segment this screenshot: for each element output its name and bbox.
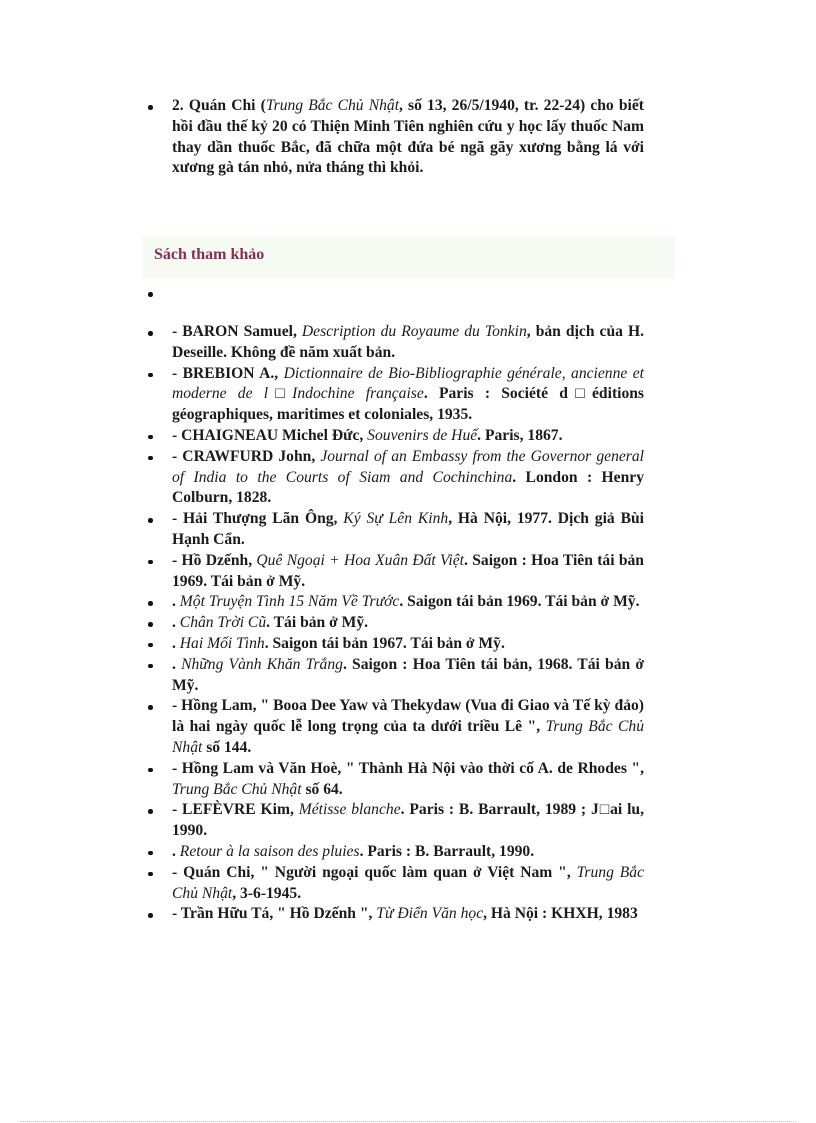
reference-item <box>148 863 644 905</box>
reference-text: - Trần Hữu Tá, " Hồ Dzếnh ", <box>172 905 377 923</box>
reference-title: Hai Mối Tình <box>179 634 265 652</box>
reference-title: Từ Điển Văn học <box>376 905 484 923</box>
empty-bullet-list <box>148 283 644 304</box>
reference-title: Ký Sự Lên Kinh <box>343 510 449 528</box>
reference-text: - BARON Samuel, <box>172 323 302 340</box>
reference-title: Retour à la saison des pluies <box>179 842 360 860</box>
reference-details: . London : Henry Colburn, 1828. <box>172 468 644 507</box>
reference-details: , Hà Nội, 1977. Dịch giả Bùi Hạnh Cẩn. <box>172 510 644 548</box>
reference-item <box>148 842 644 863</box>
reference-text: - Hồng Lam, " Booa Dee Yaw và Thekydaw (Vua đi Giao và Tế kỳ đảo) là hai ngày quốc lễ long trọng của ta dưới triều Lê ", <box>172 697 644 736</box>
reference-details: . Saigon tái bản 1969. Tái bản ở Mỹ. <box>399 593 640 611</box>
reference-details: , Hà Nội : KHXH, 1983 <box>483 905 638 923</box>
reference-item <box>148 551 644 593</box>
intro-note-list <box>148 96 644 179</box>
intro-source-title: Trung Bắc Chủ Nhật <box>265 97 400 114</box>
reference-details: . Paris, 1867. <box>477 426 563 444</box>
reference-item <box>148 509 644 551</box>
reference-item <box>148 426 644 447</box>
reference-title: Dictionnaire de Bio-Bibliographie générale, ancienne et moderne de l□Indochine française <box>172 364 644 403</box>
reference-text: - CHAIGNEAU Michel Đức, <box>172 426 368 444</box>
reference-text: . <box>172 842 180 860</box>
reference-item <box>148 904 644 925</box>
reference-details: . Paris : Société d□éditions géographiques, maritimes et coloniales, 1935. <box>172 385 645 424</box>
reference-title: Description du Royaume du Tonkin <box>301 323 527 340</box>
reference-title: Souvenirs de Huế <box>367 426 478 444</box>
reference-item <box>148 759 644 801</box>
reference-item <box>148 364 644 426</box>
reference-details: . Saigon : Hoa Tiên tái bản 1969. Tái bản ở Mỹ. <box>172 551 644 590</box>
reference-text: - Quán Chi, " Người ngoại quốc làm quan ở Việt Nam ", <box>172 863 577 881</box>
reference-title: Journal of an Embassy from the Governor general of India to the Courts of Siam and Cochinchina <box>172 447 644 486</box>
reference-details: , 3-6-1945. <box>232 884 302 902</box>
reference-title: Trung Bắc Chủ Nhật <box>172 718 645 756</box>
intro-text-before: 2. Quán Chi ( <box>172 97 266 114</box>
reference-text: . <box>172 634 180 652</box>
intro-text-after: , số 13, 26/5/1940, tr. 22-24) cho biết hồi đầu thế kỷ 20 có Thiện Minh Tiên nghiên cứu y học lấy thuốc Nam thay dần thuốc Bắc, đã chữa một đứa bé ngã gãy xương bằng lá với xương gà tán nhỏ, nửa tháng thì khỏi. <box>172 97 644 177</box>
reference-details: . Paris : B. Barrault, 1990. <box>359 842 535 860</box>
references-section-header <box>143 236 675 278</box>
reference-item <box>148 800 644 842</box>
reference-title: Những Vành Khăn Trắng <box>181 655 343 673</box>
reference-text: - Hải Thượng Lãn Ông, <box>172 510 344 528</box>
reference-item <box>148 592 644 613</box>
reference-text: - LEFÈVRE Kim, <box>172 801 299 819</box>
reference-details: . Tái bản ở Mỹ. <box>266 614 369 632</box>
reference-title: Trung Bắc Chủ Nhật <box>172 863 644 902</box>
reference-details: số 144. <box>202 738 252 756</box>
reference-item <box>148 322 644 364</box>
reference-text: . <box>172 614 180 632</box>
reference-title: Trung Bắc Chủ Nhật <box>172 780 302 798</box>
reference-text: - CRAWFURD John, <box>172 447 321 465</box>
reference-details: . Saigon tái bản 1967. Tái bản ở Mỹ. <box>264 634 505 652</box>
page-bottom-divider <box>20 1121 796 1122</box>
reference-item <box>148 696 644 758</box>
reference-item <box>148 655 644 697</box>
empty-list-item <box>148 283 644 304</box>
reference-details: . Paris : B. Barrault, 1989 ; J□ai lu, 1990. <box>172 801 644 840</box>
reference-text: . <box>172 655 182 673</box>
references-heading: Sách tham khảo <box>154 246 265 263</box>
reference-text: - BREBION A., <box>172 364 284 382</box>
reference-title: Quê Ngoại + Hoa Xuân Đất Việt <box>256 551 465 569</box>
intro-note <box>148 96 644 179</box>
reference-details: , bản dịch của H. Deseille. Không đề năm xuất bản. <box>172 323 644 361</box>
reference-details: số 64. <box>301 780 343 798</box>
reference-item <box>148 447 644 509</box>
reference-title: Chân Trời Cũ <box>179 614 267 632</box>
reference-text: - Hồng Lam và Văn Hoè, " Thành Hà Nội vào thời cố A. de Rhodes ", <box>172 759 644 777</box>
reference-item <box>148 613 644 634</box>
reference-details: . Saigon : Hoa Tiên tái bản, 1968. Tái bản ở Mỹ. <box>172 655 644 694</box>
reference-title: Métisse blanche <box>298 801 401 819</box>
reference-text: . <box>172 593 180 611</box>
reference-item <box>148 634 644 655</box>
reference-title: Một Truyện Tình 15 Năm Về Trước <box>179 593 400 611</box>
references-list <box>148 322 644 925</box>
reference-text: - Hồ Dzếnh, <box>172 551 257 569</box>
